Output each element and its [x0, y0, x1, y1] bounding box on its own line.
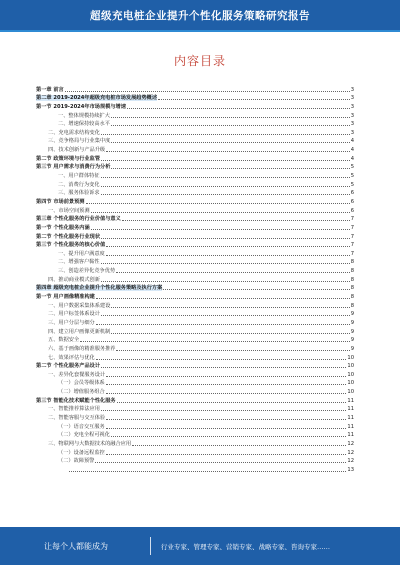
toc-entry-label: 第二节 个性化服务行业现状 [36, 233, 101, 240]
toc-entry-label: 二、智能客服与交互体验 [48, 414, 106, 421]
toc-entry-label: 四、建立用户画像更新机制 [48, 328, 111, 335]
toc-entry-page: 3 [350, 86, 354, 93]
toc-entry-label: 六、基于画像的精准服务推荐 [48, 345, 116, 352]
toc-entry-page: 10 [347, 380, 354, 387]
toc-leader-dots [116, 272, 350, 273]
toc-leader-dots [106, 384, 347, 385]
header-bar [0, 0, 400, 30]
toc-leader-dots [111, 307, 349, 308]
toc-entry-page: 10 [347, 389, 354, 396]
toc-entry[interactable] [36, 361, 354, 370]
toc-entry-label: 第二节 个性化服务产品设计 [36, 363, 101, 370]
toc-entry-page: 8 [350, 302, 354, 309]
toc-entry-page: 5 [350, 173, 354, 180]
toc-entry[interactable] [36, 127, 354, 136]
toc-entry[interactable] [36, 291, 354, 300]
toc-entry-page: 8 [350, 259, 354, 266]
toc-entry-page: 12 [347, 458, 354, 465]
toc-entry-label: （二）充电全程可视化 [58, 432, 110, 439]
toc-entry[interactable] [36, 205, 354, 214]
toc-entry-label: 一、市场空间预测 [48, 207, 90, 214]
toc-entry[interactable] [36, 352, 354, 361]
toc-leader-dots [111, 142, 349, 143]
toc-leader-dots [106, 428, 347, 429]
toc-entry[interactable] [36, 438, 354, 447]
toc-leader-dots [69, 471, 346, 472]
toc-entry-page: 12 [347, 440, 354, 447]
toc-leader-dots [96, 359, 347, 360]
toc-entry[interactable] [36, 395, 354, 404]
toc-entry-label: 二、消费行为变化 [58, 181, 100, 188]
toc-entry[interactable] [36, 447, 354, 456]
toc-entry-page: 6 [350, 198, 354, 205]
toc-entry[interactable] [36, 335, 354, 344]
toc-entry-label: 一、差异化套餐服务设计 [48, 371, 106, 378]
toc-entry-label: 三、创造差异化竞争优势 [58, 268, 116, 275]
toc-leader-dots [163, 289, 349, 290]
toc-leader-dots [101, 134, 350, 135]
toc-entry[interactable] [36, 119, 354, 128]
toc-entry-page: 3 [350, 121, 354, 128]
toc-entry-label: 第四章 超级充电桩企业提升个性化服务策略及执行方案 [36, 285, 163, 292]
toc-entry[interactable] [36, 222, 354, 231]
toc-entry-label: 一、智能推荐算法应用 [48, 406, 100, 413]
toc-entry-label: 第四节 市场前景预测 [36, 198, 85, 205]
toc-entry-label: 第一节 2019-2024年市场规模与增速 [36, 103, 126, 110]
toc-entry[interactable] [36, 84, 354, 93]
toc-entry-page: 3 [350, 129, 354, 136]
toc-leader-dots [111, 436, 347, 437]
toc-leader-dots [101, 194, 350, 195]
toc-entry-page: 4 [350, 155, 354, 162]
toc-entry-page: 11 [347, 414, 354, 421]
header-accent-line [0, 30, 400, 32]
toc-entry-label: 四、推动商业模式创新 [48, 276, 100, 283]
toc-leader-dots [117, 402, 347, 403]
toc-entry[interactable] [36, 153, 354, 162]
toc-entry-label: 二、增强客户黏性 [58, 259, 100, 266]
toc-entry-page: 11 [347, 397, 354, 404]
footer-bar [0, 527, 400, 565]
toc-entry-label: 一、整体规模持续扩大 [58, 112, 110, 119]
toc-heading: 内容目录 [173, 54, 226, 68]
toc-entry-page: 5 [350, 181, 354, 188]
toc-leader-dots [101, 281, 350, 282]
toc-entry[interactable] [36, 300, 354, 309]
toc-leader-dots [106, 151, 350, 152]
toc-leader-dots [158, 99, 350, 100]
toc-leader-dots [101, 186, 350, 187]
table-of-contents [36, 84, 354, 473]
toc-entry[interactable] [36, 378, 354, 387]
toc-entry-page: 8 [350, 285, 354, 292]
toc-entry-page: 7 [350, 216, 354, 223]
toc-entry-page: 10 [347, 363, 354, 370]
toc-entry-label: （二）增值服务组合 [58, 389, 105, 396]
toc-entry-page: 9 [350, 328, 354, 335]
toc-entry-label: 一、用户数据采集体系建设 [48, 302, 111, 309]
toc-entry-page: 11 [347, 432, 354, 439]
toc-entry[interactable] [36, 196, 354, 205]
toc-entry-label: （一）语音交互服务 [58, 423, 105, 430]
toc-entry-page: 8 [350, 294, 354, 301]
toc-entry-label: 第一章 前言 [36, 86, 64, 93]
toc-entry-page: 9 [350, 311, 354, 318]
toc-entry-page: 7 [350, 224, 354, 231]
toc-entry-label: 二、用户标签体系设计 [48, 311, 100, 318]
toc-entry-page: 5 [350, 164, 354, 171]
toc-entry-label: 三、竞争格局与行业集中度 [48, 138, 111, 145]
toc-entry[interactable] [36, 144, 354, 153]
toc-entry[interactable] [36, 283, 354, 292]
toc-leader-dots [86, 203, 350, 204]
toc-entry-label: 一、提升用户满意度 [58, 250, 105, 257]
toc-entry-label: 第一节 用户画像精准构建 [36, 294, 95, 301]
toc-entry[interactable] [36, 188, 354, 197]
toc-entry-label: 二、增速保持较高水平 [58, 121, 110, 128]
toc-entry-page: 13 [347, 466, 354, 473]
toc-entry-label: 第三节 智能化技术赋能个性化服务 [36, 397, 116, 404]
toc-entry-label: 第二节 政策环境与行业监管 [36, 155, 101, 162]
toc-entry-page: 9 [350, 345, 354, 352]
footer-slogan: 让每个人都能成为 [44, 541, 108, 551]
toc-entry-label: 第三章 个性化服务的行业价值与意义 [36, 216, 121, 223]
toc-entry-page: 11 [347, 406, 354, 413]
toc-entry-page: 3 [350, 112, 354, 119]
toc-leader-dots [116, 350, 349, 351]
toc-leader-dots [65, 91, 350, 92]
toc-entry-page: 7 [350, 250, 354, 257]
toc-entry-page: 3 [350, 103, 354, 110]
toc-leader-dots [101, 177, 350, 178]
toc-entry-page: 11 [347, 423, 354, 430]
report-title: 超级充电桩企业提升个性化服务策略研究报告 [90, 9, 310, 22]
toc-entry-page: 7 [350, 242, 354, 249]
toc-entry-page: 9 [350, 319, 354, 326]
toc-leader-dots [111, 117, 350, 118]
toc-entry-page: 9 [350, 337, 354, 344]
toc-entry[interactable] [36, 421, 354, 430]
toc-entry-label: 第一节 个性化服务内涵 [36, 224, 90, 231]
toc-entry-page: 6 [350, 207, 354, 214]
toc-leader-dots [96, 298, 350, 299]
toc-leader-dots [80, 341, 350, 342]
toc-entry[interactable] [36, 231, 354, 240]
toc-leader-dots [101, 263, 350, 264]
toc-entry[interactable] [36, 214, 354, 223]
toc-entry[interactable] [36, 369, 354, 378]
toc-leader-dots [106, 376, 346, 377]
toc-entry-label: 第三节 用户需求与消费行为分析 [36, 164, 111, 171]
toc-leader-dots [122, 220, 350, 221]
toc-leader-dots [106, 393, 347, 394]
toc-entry-label: 三、物联网与大数据技术的融合应用 [48, 440, 132, 447]
toc-leader-dots [91, 212, 350, 213]
toc-entry-label: 三、服务体验诉求 [58, 190, 100, 197]
toc-entry-label: 第二章 2019-2024年超级充电桩市场发展趋势概述 [36, 95, 158, 102]
toc-leader-dots [106, 255, 350, 256]
toc-entry[interactable] [36, 386, 354, 395]
toc-entry-page: 12 [347, 449, 354, 456]
toc-leader-dots [91, 229, 350, 230]
toc-entry-label: 五、数据安全 [48, 337, 80, 344]
toc-entry[interactable] [36, 170, 354, 179]
toc-entry[interactable] [36, 317, 354, 326]
toc-entry-label: 第三节 个性化服务的核心价值 [36, 242, 106, 249]
footer-divider [150, 537, 151, 555]
toc-entry-label: 一、用户群体特征 [58, 173, 100, 180]
toc-entry[interactable] [36, 101, 354, 110]
toc-entry[interactable] [36, 404, 354, 413]
toc-entry-page: 10 [347, 354, 354, 361]
toc-entry[interactable] [36, 464, 354, 473]
toc-entry-page: 10 [347, 371, 354, 378]
toc-entry-page: 8 [350, 276, 354, 283]
toc-entry[interactable] [36, 265, 354, 274]
toc-entry-page: 6 [350, 190, 354, 197]
toc-leader-dots [106, 454, 347, 455]
toc-entry[interactable] [36, 326, 354, 335]
toc-entry[interactable] [36, 93, 354, 102]
toc-entry-label: 二、充电需求结构变化 [48, 129, 100, 136]
toc-leader-dots [111, 333, 349, 334]
toc-leader-dots [127, 108, 350, 109]
footer-tagline: 行业专家、管理专家、营销专家、战略专家、咨询专家…… [161, 542, 330, 551]
toc-entry-label: （二）故障预警 [58, 458, 95, 465]
toc-leader-dots [101, 410, 347, 411]
toc-leader-dots [101, 315, 350, 316]
toc-entry[interactable] [36, 343, 354, 352]
toc-leader-dots [101, 238, 350, 239]
toc-entry[interactable] [36, 430, 354, 439]
toc-entry-label: （一）设备远程监控 [58, 449, 105, 456]
toc-leader-dots [106, 246, 349, 247]
toc-entry[interactable] [36, 240, 354, 249]
toc-entry[interactable] [36, 136, 354, 145]
toc-entry-page: 4 [350, 147, 354, 154]
toc-entry-page: 3 [350, 95, 354, 102]
toc-leader-dots [95, 462, 346, 463]
toc-entry[interactable] [36, 179, 354, 188]
toc-entry-page: 7 [350, 233, 354, 240]
toc-entry[interactable] [36, 412, 354, 421]
toc-entry-label: （一）会员等级体系 [58, 380, 105, 387]
toc-entry[interactable] [36, 456, 354, 465]
toc-entry-page: 4 [350, 138, 354, 145]
toc-entry-label: 三、用户分层与细分 [48, 319, 95, 326]
toc-entry[interactable] [36, 274, 354, 283]
toc-leader-dots [101, 160, 350, 161]
toc-leader-dots [96, 324, 350, 325]
toc-entry[interactable] [36, 110, 354, 119]
toc-leader-dots [111, 168, 349, 169]
toc-entry[interactable] [36, 257, 354, 266]
toc-entry-page: 8 [350, 268, 354, 275]
toc-entry[interactable] [36, 309, 354, 318]
toc-leader-dots [111, 125, 350, 126]
toc-entry[interactable] [36, 248, 354, 257]
toc-leader-dots [106, 419, 346, 420]
toc-leader-dots [101, 367, 346, 368]
toc-leader-dots [132, 445, 346, 446]
toc-entry-label: 四、技术创新与产品升级 [48, 147, 106, 154]
toc-entry[interactable] [36, 162, 354, 171]
toc-entry-label: 七、效果评估与优化 [48, 354, 95, 361]
